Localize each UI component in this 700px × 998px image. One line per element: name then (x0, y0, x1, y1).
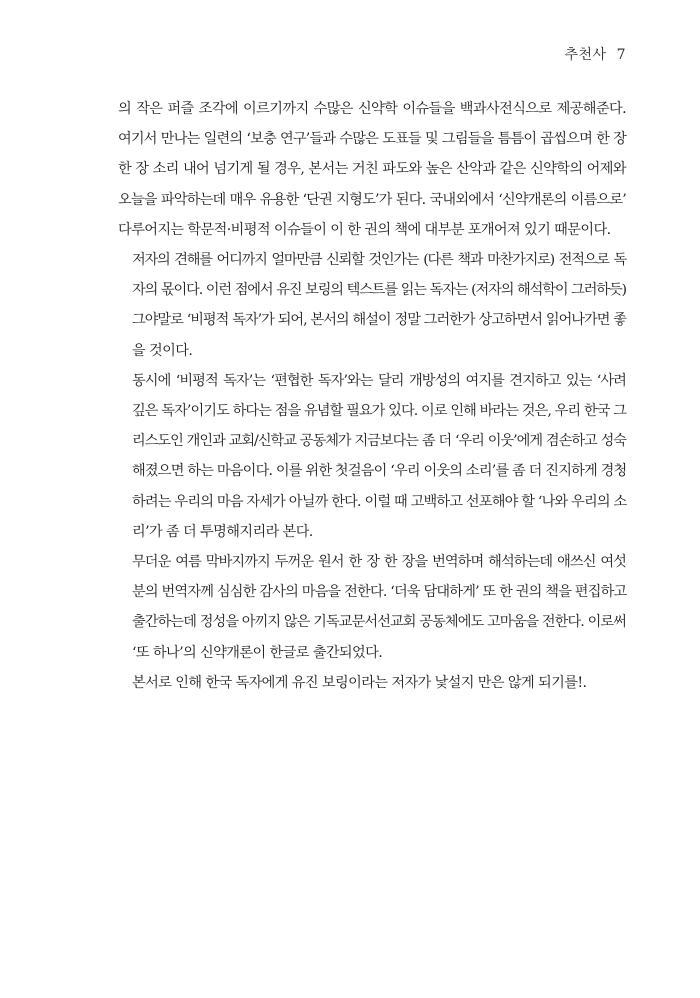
header-section-title: 추천사 (564, 47, 607, 63)
body-text (118, 94, 626, 698)
text-line: 다루어지는 학문적·비평적 이슈들이 이 한 권의 책에 대부분 포개어져 있기 때문이다. (118, 221, 611, 238)
text-line: 자의 몫이다. 이런 점에서 유진 보링의 텍스트를 읽는 독자는 (저자의 해석학이 그러하듯) (132, 282, 626, 299)
text-line: 본서로 인해 한국 독자에게 유진 보링이라는 저자가 낯설지 만은 않게 되기를!. (132, 674, 587, 691)
text-line: 깊은 독자’이기도 하다는 점을 유념할 필요가 있다. 이로 인해 바라는 것은, 우리 한국 그 (132, 403, 626, 420)
paragraph (118, 245, 626, 366)
text-line: ‘또 하나’의 신약개론이 한글로 출간되었다. (132, 644, 383, 661)
text-line: 을 것이다. (132, 342, 193, 359)
paragraph (118, 94, 626, 245)
text-line: 한 장 소리 내어 넘기게 될 경우, 본서는 거친 파도와 높은 산악과 같은 신약학의 어제와 (118, 161, 626, 178)
text-line: 분의 번역자께 심심한 감사의 마음을 전한다. ‘더욱 담대하게’ 또 한 권의 책을 편집하고 (132, 584, 627, 601)
text-line: 리스도인 개인과 교회/신학교 공동체가 지금보다는 좀 더 ‘우리 이웃’에게 겸손하고 성숙 (132, 433, 626, 450)
text-line: 출간하는데 정성을 아끼지 않은 기독교문서선교회 공동체에도 고마움을 전한다. 이로써 (132, 614, 626, 631)
text-line: 리’가 좀 더 투명해지리라 본다. (132, 523, 313, 540)
text-line: 저자의 견해를 어디까지 얼마만큼 신뢰할 것인가는 (다른 책과 마찬가지로) 전적으로 독 (132, 252, 626, 269)
text-line: 여기서 만나는 일련의 ‘보충 연구’들과 수많은 도표들 및 그림들을 틈틈이 곱씹으며 한 장 (118, 131, 626, 148)
text-line: 그야말로 ‘비평적 독자’가 되어, 본서의 해설이 정말 그러한가 상고하면서 읽어나가면 좋 (132, 312, 626, 329)
paragraph (118, 668, 626, 698)
paragraph (118, 366, 626, 547)
text-line: 하려는 우리의 마음 자세가 아닐까 한다. 이럴 때 고백하고 선포해야 할 ‘나와 우리의 소 (132, 493, 627, 510)
text-line: 동시에 ‘비평적 독자’는 ‘편협한 독자’와는 달리 개방성의 여지를 견지하고 있는 ‘사려 (132, 372, 626, 389)
running-header (565, 44, 627, 64)
text-line: 의 작은 퍼즐 조각에 이르기까지 수많은 신약학 이슈들을 백과사전식으로 제공해준다. (118, 101, 626, 117)
paragraph (118, 547, 626, 668)
text-line: 무더운 여름 막바지까지 두꺼운 원서 한 장 한 장을 번역하며 해석하는데 애쓰신 여섯 (132, 554, 626, 571)
text-line: 오늘을 파악하는데 매우 유용한 ‘단권 지형도’가 된다. 국내외에서 ‘신약개론의 이름으로’ (118, 191, 626, 208)
page-number: 7 (616, 47, 626, 63)
text-line: 해졌으면 하는 마음이다. 이를 위한 첫걸음이 ‘우리 이웃의 소리’를 좀 더 진지하게 경청 (132, 463, 627, 480)
